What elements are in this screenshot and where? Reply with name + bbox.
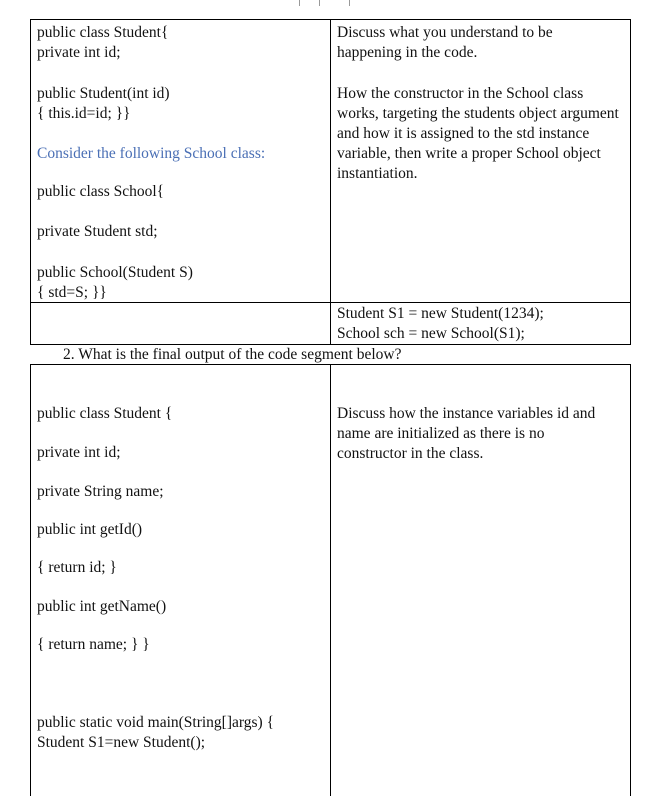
discussion-prompt: Discuss what you understand to be happening in the code. — [337, 24, 553, 61]
top-mark — [299, 0, 300, 6]
table-right-border — [630, 364, 631, 796]
table-left-border — [30, 364, 31, 796]
code-line: public School(Student S) — [37, 264, 193, 281]
answer-line: Student S1 = new Student(1234); — [337, 305, 544, 322]
code-line: { return name; } } — [37, 636, 150, 653]
table-left-border — [30, 19, 31, 344]
code-line: public class School{ — [37, 183, 165, 200]
column-divider — [330, 19, 331, 344]
question-heading: 2. What is the final output of the code segment below? — [63, 346, 402, 363]
code-line: private int id; — [37, 44, 121, 61]
code-line: Student S1=new Student(); — [37, 734, 206, 751]
table-right-border — [630, 19, 631, 344]
code-line: { std=S; }} — [37, 284, 107, 301]
code-line: private String name; — [37, 483, 164, 500]
column-divider — [330, 364, 331, 796]
code-line: public Student(int id) — [37, 85, 170, 102]
top-mark — [349, 0, 350, 6]
code-line: private int id; — [37, 444, 121, 461]
code-line: private Student std; — [37, 223, 158, 240]
top-mark — [319, 0, 320, 6]
discussion-prompt: How the constructor in the School class works, targeting the students object argument and how it is assigned to the std instance variable, then write a proper School object instantiation. — [337, 85, 619, 182]
code-line: public class Student{ — [37, 24, 169, 41]
answer-line: School sch = new School(S1); — [337, 325, 525, 342]
code-line: public class Student { — [37, 405, 173, 422]
code-line: { this.id=id; }} — [37, 105, 131, 122]
code-line: public int getName() — [37, 598, 167, 615]
code-line: public static void main(String[]args) { — [37, 714, 275, 731]
consider-label: Consider the following School class: — [37, 145, 266, 162]
code-line: { return id; } — [37, 559, 117, 576]
discussion-prompt: Discuss how the instance variables id and name are initialized as there is no constructor in the class. — [337, 405, 596, 462]
code-line: public int getId() — [37, 521, 143, 538]
